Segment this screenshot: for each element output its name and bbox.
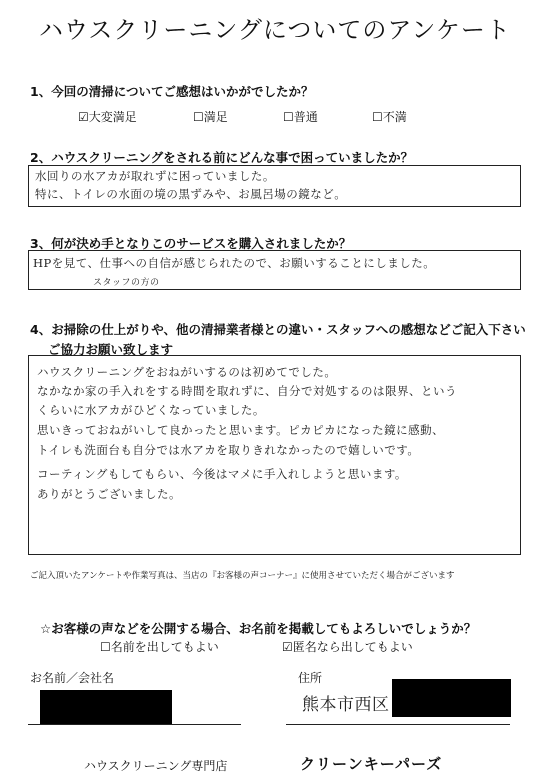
name-redaction — [40, 690, 172, 724]
q2-question: 2、ハウスクリーニングをされる前にどんな事で困っていましたか？ — [30, 150, 414, 165]
publish-option-anonymous[interactable]: ☑匿名なら出してもよい — [282, 640, 413, 654]
q3-answer-box[interactable] — [28, 250, 521, 290]
q4-answer-line: ありがとうございました。 — [37, 487, 181, 501]
footer-shop-name: クリーンキーパーズ — [300, 755, 443, 773]
q4-answer-line: くらいに水アカがひどくなっていました。 — [37, 403, 265, 417]
q1-question: 1、今回の清掃についてご感想はいかがでしたか？ — [30, 84, 314, 99]
q3-question: 3、何が決め手となりこのサービスを購入されましたか？ — [30, 236, 352, 251]
q3-answer-line: HPを見て、仕事への自信が感じられたので、お願いすることにしました。 — [33, 256, 436, 270]
q4-question: 4、お掃除の仕上がりや、他の清掃業者様との違い・スタッフへの感想などご記入下さい — [30, 322, 526, 337]
q4-answer-line: コーティングもしてもらい、今後はマメに手入れしようと思います。 — [37, 467, 407, 481]
publish-option-name[interactable]: ☐名前を出してもよい — [100, 640, 219, 654]
usage-notice: ご記入頂いたアンケートや作業写真は、当店の『お客様の声コーナー』に使用させていただく場合がございます — [30, 571, 455, 581]
address-value: 熊本市西区 — [302, 695, 390, 715]
q4-answer-line: ハウスクリーニングをおねがいするのは初めてでした。 — [37, 365, 337, 379]
q1-option-unsatisfied[interactable]: ☐不満 — [372, 110, 407, 124]
address-underline — [286, 724, 510, 725]
address-label: 住所 — [298, 671, 323, 685]
q2-answer-line: 特に、トイレの水面の境の黒ずみや、お風呂場の鏡など。 — [35, 187, 347, 201]
address-redaction — [392, 679, 511, 717]
name-underline — [28, 724, 241, 725]
name-label: お名前／会社名 — [30, 671, 115, 685]
page-title: ハウスクリーニングについてのアンケート — [39, 16, 511, 44]
q4-answer-box[interactable] — [28, 355, 521, 555]
q4-answer-line: トイレも洗面台も自分では水アカを取りきれなかったので嬉しいです。 — [37, 443, 420, 457]
q1-option-satisfied[interactable]: ☐満足 — [193, 110, 228, 124]
q1-option-very-satisfied[interactable]: ☑大変満足 — [78, 110, 137, 124]
publish-question: ☆お客様の声などを公開する場合、お名前を掲載してもよろしいでしょうか？ — [40, 621, 477, 636]
q2-answer-line: 水回りの水アカが取れずに困っていました。 — [35, 169, 275, 183]
q2-answer-box[interactable] — [28, 165, 521, 207]
q4-answer-line: なかなか家の手入れをする時間を取れずに、自分で対処するのは限界、という — [37, 384, 457, 398]
q1-option-normal[interactable]: ☐普通 — [283, 110, 318, 124]
q3-annotation: スタッフの方の — [93, 278, 160, 288]
footer-shop-type: ハウスクリーニング専門店 — [84, 759, 228, 773]
q4-question-sub: ご協力お願い致します — [48, 342, 174, 357]
q4-answer-line: 思いきっておねがいして良かったと思います。ピカピカになった鏡に感動、 — [37, 423, 445, 437]
